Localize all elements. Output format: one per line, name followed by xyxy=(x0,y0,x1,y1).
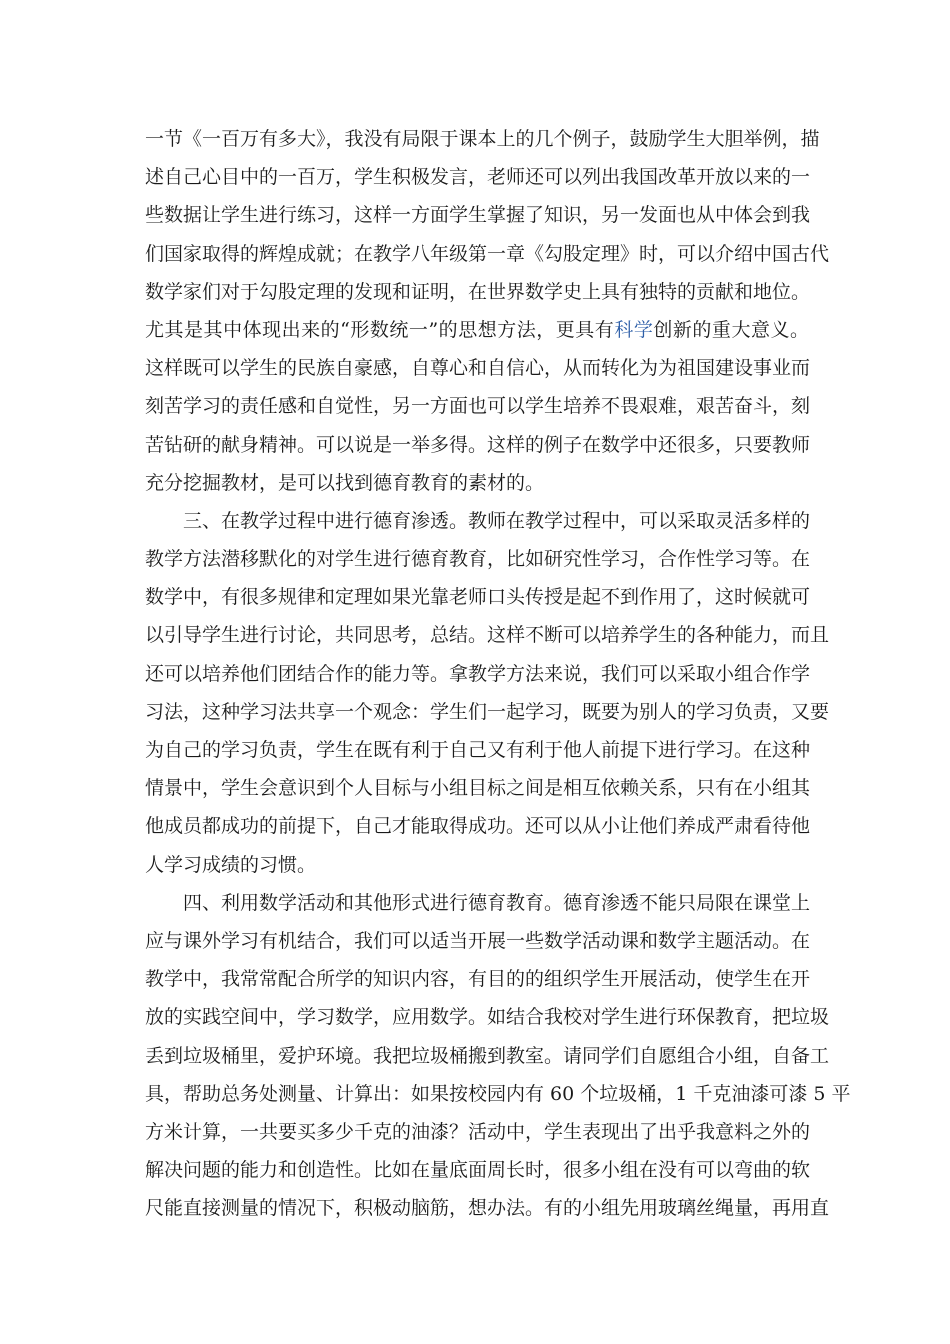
text-run: 尤其是其中体现出来的“形数统一”的思想方法，更具有 xyxy=(145,318,615,341)
text-run: 应与课外学习有机结合，我们可以适当开展一些数学活动课和数学主题活动。在 xyxy=(145,929,811,952)
text-line xyxy=(145,196,809,234)
text-line xyxy=(145,1075,851,1113)
text-line xyxy=(145,1113,809,1151)
hyperlink[interactable]: 科学 xyxy=(614,318,654,341)
text-line xyxy=(145,655,809,693)
text-line xyxy=(145,273,809,311)
text-line xyxy=(145,578,809,616)
text-run: 一节《一百万有多大》，我没有局限于课本上的几个例子，鼓励学生大胆举例，描 xyxy=(145,128,820,150)
text-run: 教学中，我常常配合所学的知识内容，有目的的组织学生开展活动，使学生在开 xyxy=(145,968,811,991)
text-line xyxy=(145,884,809,922)
text-line xyxy=(145,1189,830,1227)
paragraph xyxy=(145,502,830,884)
document-body xyxy=(145,120,851,1227)
text-line xyxy=(145,922,809,960)
text-run: 们国家取得的辉煌成就；在教学八年级第一章《勾股定理》时，可以介绍中国古代 xyxy=(145,242,830,265)
text-run: 数学家们对于勾股定理的发现和证明，在世界数学史上具有独特的贡献和地位。 xyxy=(145,280,811,303)
text-run: 习法，这种学习法共享一个观念：学生们一起学习，既要为别人的学习负责，又要 xyxy=(145,700,830,723)
text-line xyxy=(145,998,830,1036)
text-line xyxy=(145,349,809,387)
text-line xyxy=(145,731,809,769)
text-run: 充分挖掘教材，是可以找到德育教育的素材的。 xyxy=(145,471,545,494)
text-line xyxy=(145,769,809,807)
text-run: 放的实践空间中，学习数学，应用数学。如结合我校对学生进行环保教育，把垃圾 xyxy=(145,1006,830,1029)
text-run: 以引导学生进行讨论，共同思考，总结。这样不断可以培养学生的各种能力，而且 xyxy=(145,624,830,647)
text-run: 为自己的学习负责，学生在既有利于自己又有利于他人前提下进行学习。在这种 xyxy=(145,739,811,761)
text-run: 他成员都成功的前提下，自己才能取得成功。还可以从小让他们养成严肃看待他 xyxy=(145,815,811,838)
text-line xyxy=(145,502,809,540)
text-run: 述自己心目中的一百万，学生积极发言，老师还可以列出我国改革开放以来的一 xyxy=(145,166,811,189)
text-line xyxy=(145,1037,830,1075)
text-run: 人学习成绩的习惯。 xyxy=(145,853,317,876)
text-run: 创新的重大意义。 xyxy=(653,318,809,341)
text-run: 情景中，学生会意识到个人目标与小组目标之间是相互依赖关系，只有在小组其 xyxy=(145,777,811,800)
text-run: 方米计算，一共要买多少千克的油漆？活动中，学生表现出了出乎我意料之外的 xyxy=(145,1120,811,1143)
text-run: 苦钻研的献身精神。可以说是一举多得。这样的例子在数学中还很多，只要教师 xyxy=(145,433,811,456)
text-line xyxy=(145,616,830,654)
text-run: 数学中，有很多规律和定理如果光靠老师口头传授是起不到作用了，这时候就可 xyxy=(145,586,811,609)
text-line xyxy=(145,426,809,464)
text-line xyxy=(145,311,809,349)
text-line xyxy=(145,846,809,884)
text-line xyxy=(145,693,830,731)
text-line xyxy=(145,540,809,578)
text-run: 刻苦学习的责任感和自觉性，另一方面也可以学生培养不畏艰难，艰苦奋斗，刻 xyxy=(145,395,811,418)
text-line xyxy=(145,1151,809,1189)
text-run: 尺能直接测量的情况下，积极动脑筋，想办法。有的小组先用玻璃丝绳量，再用直 xyxy=(145,1197,830,1220)
text-run: 这样既可以学生的民族自豪感，自尊心和自信心，从而转化为为祖国建设事业而 xyxy=(145,357,811,380)
text-run: 解决问题的能力和创造性。比如在量底面周长时，很多小组在没有可以弯曲的软 xyxy=(145,1159,811,1182)
text-line xyxy=(145,120,820,158)
text-line xyxy=(145,387,809,425)
text-run: 三、在教学过程中进行德育渗透。教师在教学过程中，可以采取灵活多样的 xyxy=(183,509,811,532)
text-line xyxy=(145,464,809,502)
paragraph xyxy=(145,120,830,502)
text-run: 具，帮助总务处测量、计算出：如果按校园内有 60 个垃圾桶，1 千克油漆可漆 5 平 xyxy=(145,1082,851,1105)
paragraph xyxy=(145,884,851,1228)
text-line xyxy=(145,235,830,273)
text-line xyxy=(145,158,809,196)
text-run: 四、利用数学活动和其他形式进行德育教育。德育渗透不能只局限在课堂上 xyxy=(183,891,811,914)
text-run: 还可以培养他们团结合作的能力等。拿教学方法来说，我们可以采取小组合作学 xyxy=(145,662,811,685)
text-run: 些数据让学生进行练习，这样一方面学生掌握了知识，另一发面也从中体会到我 xyxy=(145,204,811,227)
text-line xyxy=(145,960,809,998)
text-line xyxy=(145,807,809,845)
text-run: 教学方法潜移默化的对学生进行德育教育，比如研究性学习，合作性学习等。在 xyxy=(145,548,811,571)
text-run: 丢到垃圾桶里，爱护环境。我把垃圾桶搬到教室。请同学们自愿组合小组，自备工 xyxy=(145,1044,830,1067)
